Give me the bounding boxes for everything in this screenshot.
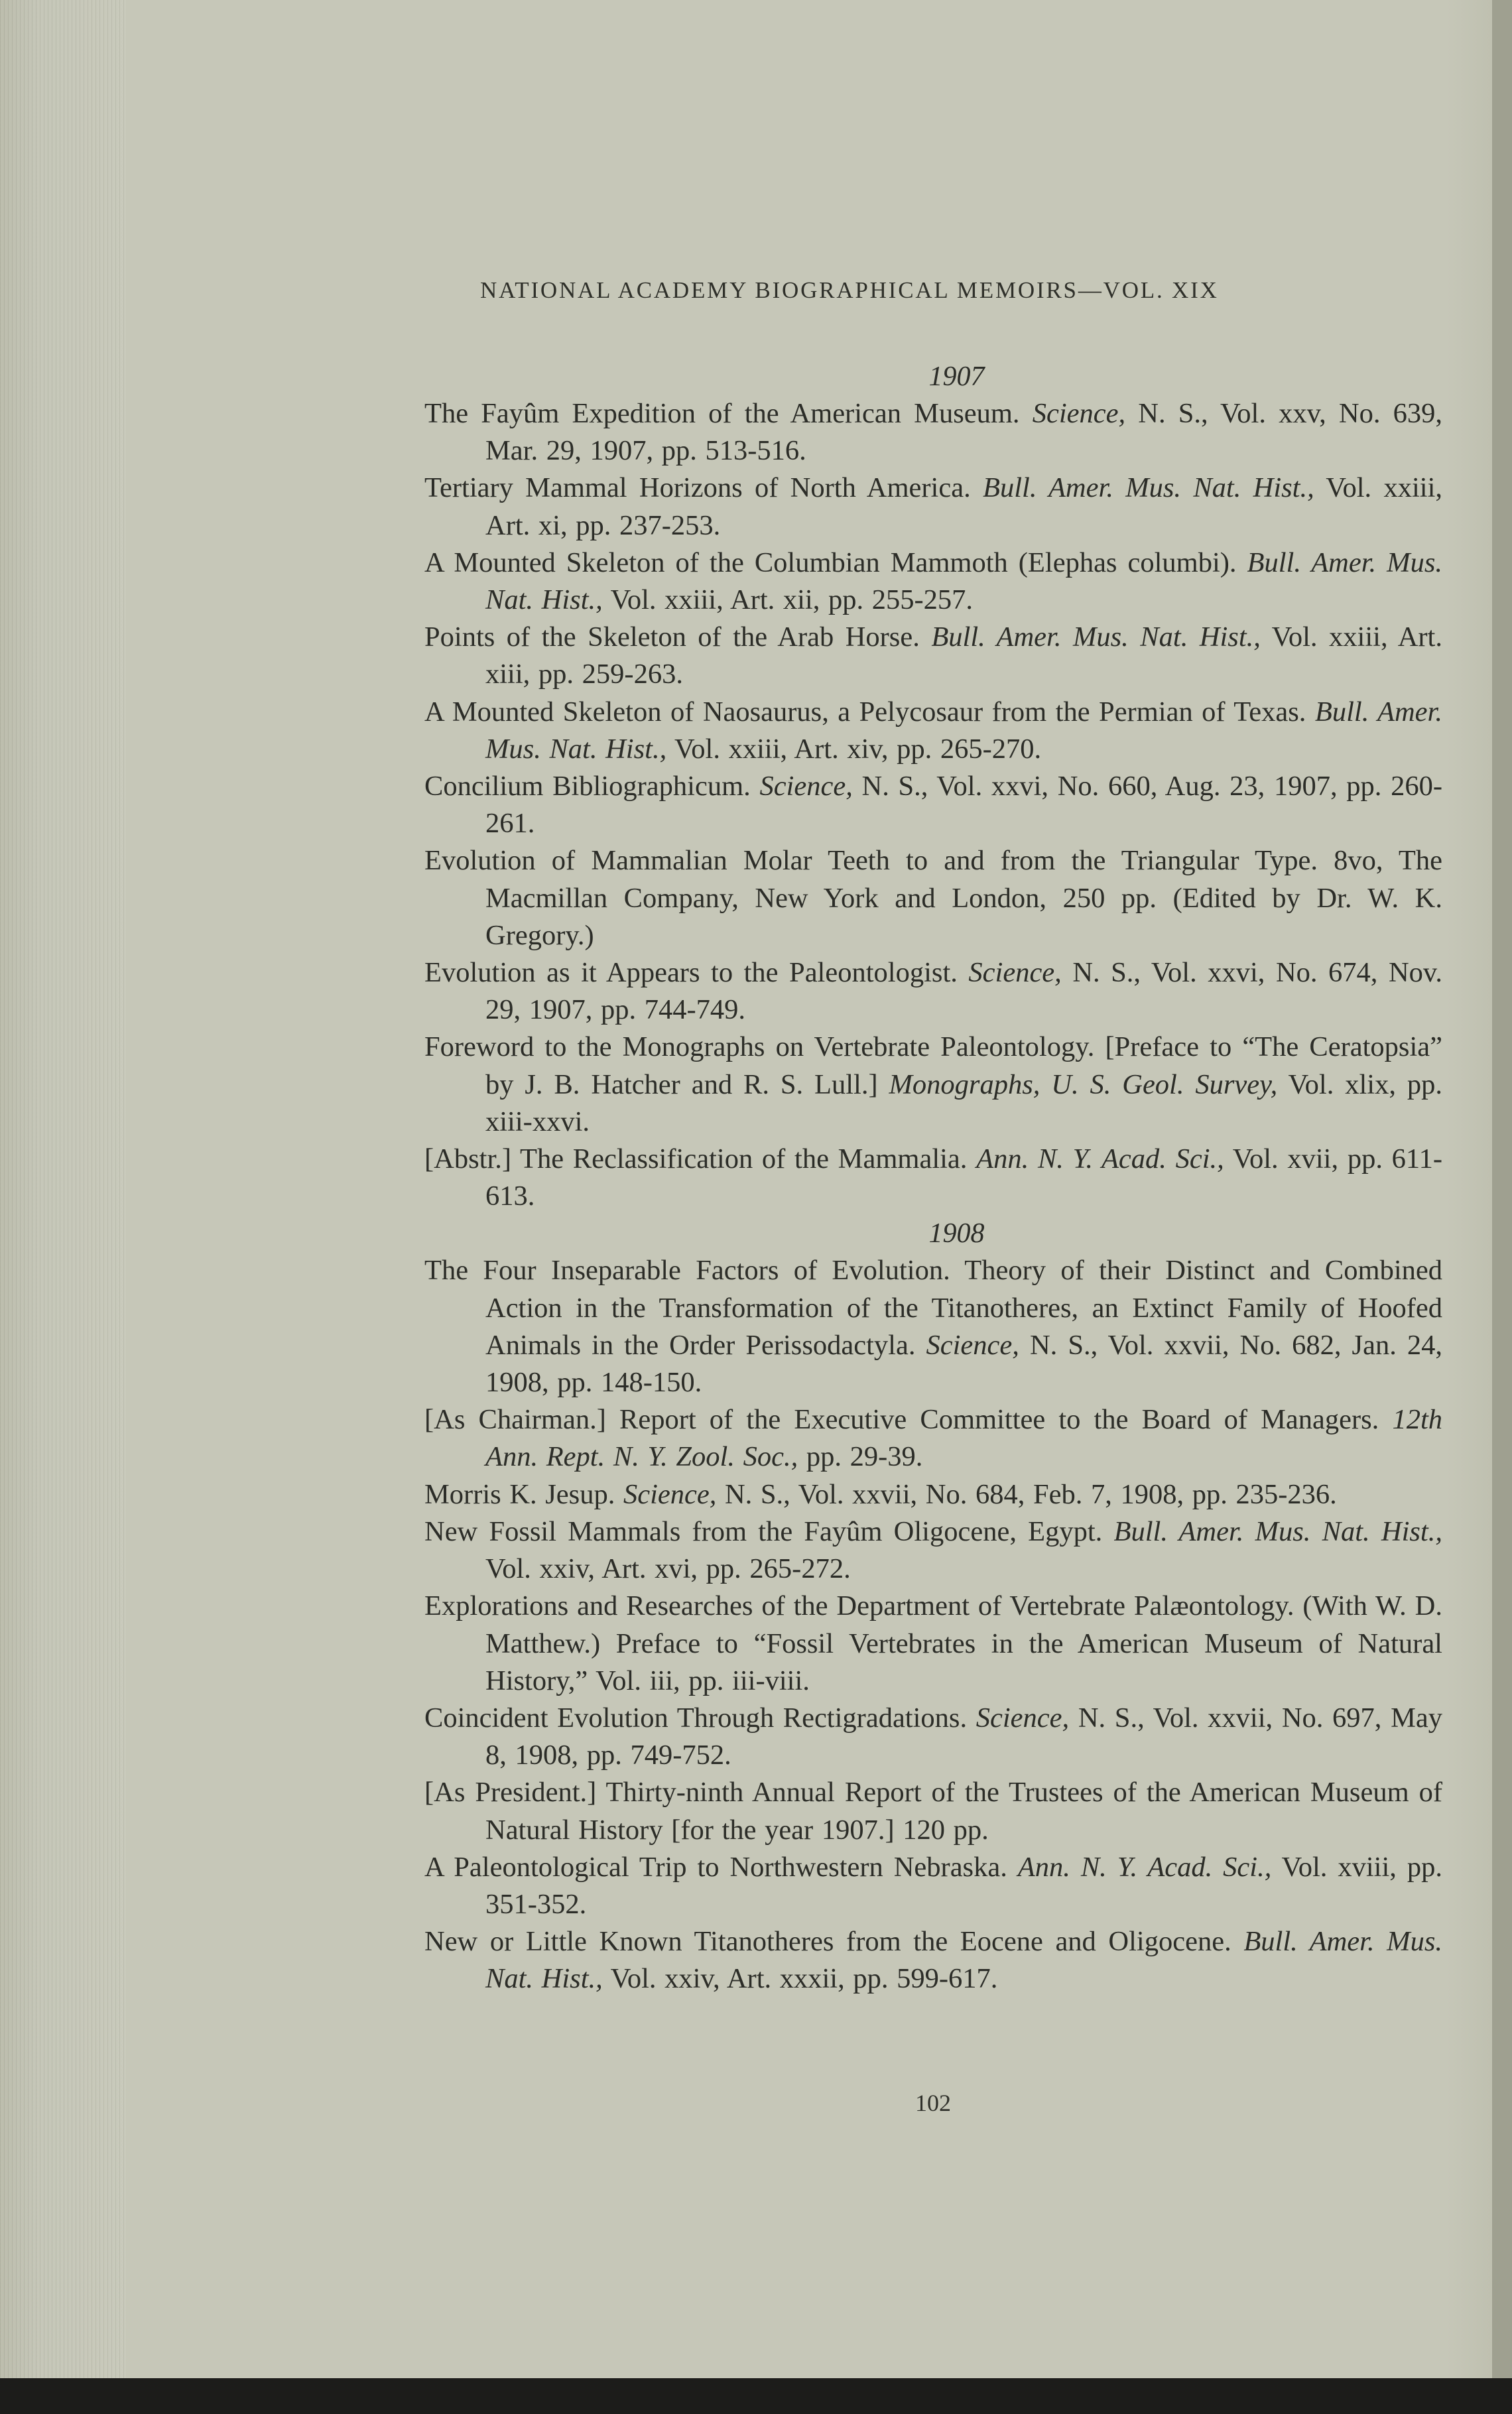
citation-source: Bull. Amer. Mus. Nat. Hist., (1113, 1515, 1442, 1547)
bibliography-entry (424, 544, 1442, 619)
citation-source: Science, (1032, 398, 1126, 429)
entry-text: Explorations and Researches of the Department of Vertebrate Palæontology. (With W. D. Matthew.) Preface to “Fossil Vertebrates in the American Museum of Natural History,” Vol. iii, pp. iii-viii. (424, 1590, 1442, 1696)
citation-source: Science, (759, 771, 853, 802)
year-heading: 1908 (928, 1218, 985, 1249)
bibliography-entry (424, 1849, 1442, 1923)
entry-text: Foreword to the Monographs on Vertebrate Paleontology. [Preface to “The Ceratopsia” by J. B. Hatcher and R. S. Lull.] (424, 1031, 1442, 1100)
citation-source: Bull. Amer. Mus. Nat. Hist., (485, 1926, 1442, 1995)
page-number: 102 (915, 2090, 951, 2116)
entry-text: Tertiary Mammal Horizons of North America. (424, 472, 983, 504)
entry-text: Vol. xxiii, Art. xi, pp. 237-253. (485, 472, 1442, 541)
entry-text: The Four Inseparable Factors of Evolution. Theory of their Distinct and Combined Action in the Transformation of the Titanotheres, an Extinct Family of Hoofed Animals in the Order Perissodactyla. (424, 1255, 1442, 1361)
entry-text: Vol. xxiii, Art. xiii, pp. 259-263. (485, 621, 1442, 690)
entry-text: Points of the Skeleton of the Arab Horse. (424, 621, 932, 653)
bibliography-entry (424, 842, 1442, 954)
entry-text: Vol. xxiv, Art. xxxii, pp. 599-617. (602, 1963, 998, 1995)
entry-text: N. S., Vol. xxv, No. 639, Mar. 29, 1907, pp. 513-516. (485, 398, 1443, 467)
citation-source: Science, (623, 1478, 717, 1510)
running-head: NATIONAL ACADEMY BIOGRAPHICAL MEMOIRS—VOL. XIX (480, 277, 1219, 303)
bibliography-entry (424, 694, 1442, 768)
entry-text: Vol. xxiii, Art. xiv, pp. 265-270. (666, 733, 1042, 765)
entry-text: The Fayûm Expedition of the American Museum. (424, 398, 1033, 429)
bibliography-entry (424, 395, 1442, 470)
entry-text: Concilium Bibliographicum. (424, 771, 760, 802)
citation-source: Bull. Amer. Mus. Nat. Hist., (485, 546, 1442, 616)
entry-text: Vol. xxiii, Art. xii, pp. 255-257. (602, 584, 974, 616)
citation-source: Ann. N. Y. Acad. Sci., (976, 1143, 1224, 1175)
citation-source: Bull. Amer. Mus. Nat. Hist., (983, 472, 1314, 504)
citation-source: Science, (976, 1702, 1070, 1734)
entry-text: Evolution as it Appears to the Paleontologist. (424, 957, 969, 989)
citation-source: Ann. N. Y. Acad. Sci., (1017, 1851, 1272, 1883)
citation-source: Bull. Amer. Mus. Nat. Hist., (485, 696, 1442, 765)
entry-text: pp. 29-39. (798, 1441, 923, 1473)
entry-text: A Mounted Skeleton of Naosaurus, a Pelycosaur from the Permian of Texas. (424, 696, 1315, 728)
entry-text: Morris K. Jesup. (424, 1478, 623, 1510)
entry-text: Vol. xvii, pp. 611-613. (485, 1143, 1442, 1212)
page-gutter-shadow (1492, 0, 1512, 2378)
bibliography-entry (424, 1700, 1442, 1774)
bibliography-entry (424, 1401, 1442, 1476)
citation-source: Science, (968, 957, 1062, 989)
entry-text: Vol. xviii, pp. 351-352. (485, 1851, 1442, 1920)
citation-source: Science, (926, 1329, 1019, 1361)
bibliography-entry (424, 470, 1442, 544)
entry-text: Evolution of Mammalian Molar Teeth to and from the Triangular Type. 8vo, The Macmillan Company, New York and London, 250 pp. (Edited by Dr. W. K. Gregory.) (424, 845, 1442, 951)
bibliography-entry (424, 1923, 1442, 1998)
bibliography-entry (424, 1252, 1442, 1401)
bibliography-entry (424, 1141, 1442, 1215)
entry-text: [Abstr.] The Reclassification of the Mammalia. (424, 1143, 977, 1175)
bibliography-entry (424, 768, 1442, 842)
bibliography-entry (424, 619, 1442, 693)
entry-text: [As Chairman.] Report of the Executive Committee to the Board of Managers. (424, 1404, 1393, 1436)
entry-text: N. S., Vol. xxvii, No. 682, Jan. 24, 1908, pp. 148-150. (485, 1329, 1443, 1399)
entry-text: N. S., Vol. xxvii, No. 697, May 8, 1908, pp. 749-752. (485, 1702, 1443, 1771)
entry-text: New or Little Known Titanotheres from the Eocene and Oligocene. (424, 1926, 1244, 1958)
entry-text: [As President.] Thirty-ninth Annual Report of the Trustees of the American Museum of Natural History [for the year 1907.] 120 pp. (424, 1777, 1442, 1846)
bibliography-entry (424, 1774, 1442, 1848)
scan-bottom-border (0, 2378, 1512, 2414)
entry-text: N. S., Vol. xxvi, No. 674, Nov. 29, 1907, pp. 744-749. (485, 957, 1442, 1026)
bibliography-entry (424, 1476, 1442, 1513)
bibliography-entry (424, 954, 1442, 1029)
entry-text: Coincident Evolution Through Rectigradations. (424, 1702, 976, 1734)
entry-text: New Fossil Mammals from the Fayûm Oligocene, Egypt. (424, 1515, 1114, 1547)
bibliography-entry (424, 1029, 1442, 1141)
bibliography-entry (424, 1513, 1442, 1588)
citation-source: Monographs, U. S. Geol. Survey, (889, 1068, 1278, 1100)
citation-source: 12th Ann. Rept. N. Y. Zool. Soc., (485, 1404, 1442, 1473)
entry-text: A Paleontological Trip to Northwestern Nebraska. (424, 1851, 1018, 1883)
entry-text: A Mounted Skeleton of the Columbian Mammoth (Elephas columbi). (424, 546, 1247, 578)
citation-source: Bull. Amer. Mus. Nat. Hist., (931, 621, 1261, 653)
entry-text: N. S., Vol. xxvi, No. 660, Aug. 23, 1907, pp. 260-261. (485, 771, 1442, 840)
entry-text: N. S., Vol. xxvii, No. 684, Feb. 7, 1908, pp. 235-236. (716, 1478, 1337, 1510)
year-heading: 1907 (928, 361, 985, 392)
entry-text: Vol. xlix, pp. xiii-xxvi. (485, 1068, 1442, 1137)
stacked-page-edges (0, 0, 126, 2378)
entry-text: Vol. xxiv, Art. xvi, pp. 265-272. (485, 1553, 851, 1585)
bibliography-list (424, 358, 1442, 1998)
bibliography-entry (424, 1588, 1442, 1700)
